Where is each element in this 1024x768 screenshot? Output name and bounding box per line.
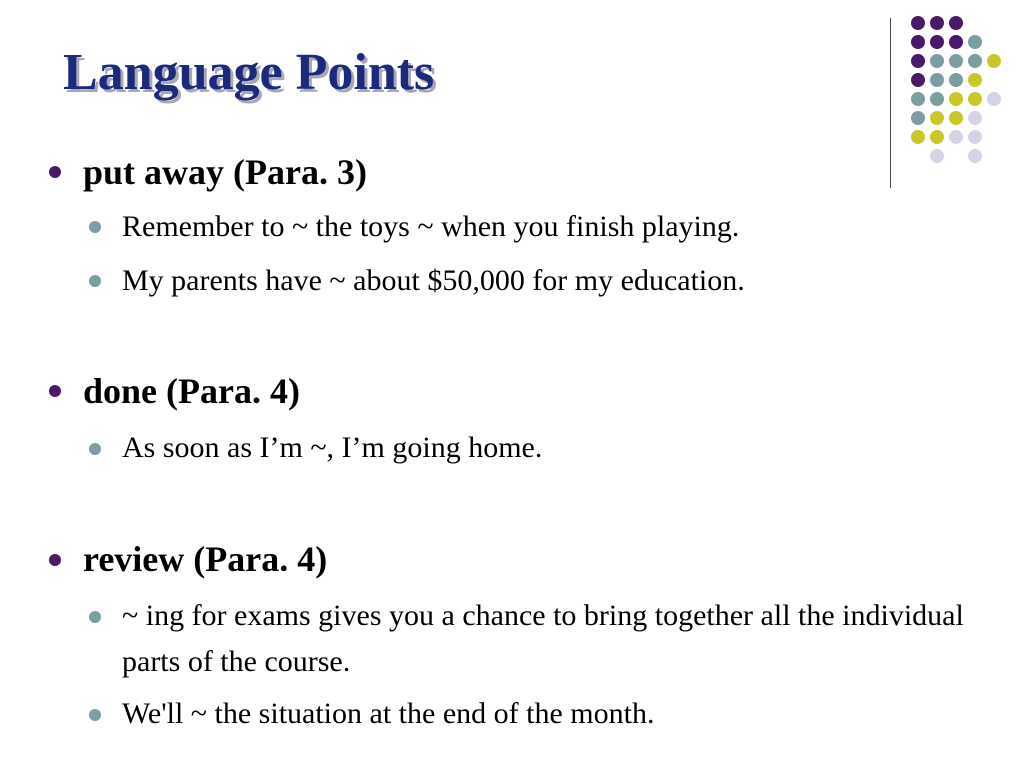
example-sentence: We'll ~ the situation at the end of the month. [122,697,655,730]
slide-title: Language Points [63,44,435,101]
example-sentence: My parents have ~ about $50,000 for my education. [122,264,745,297]
example-sentence: Remember to ~ the toys ~ when you finish playing. [122,210,740,243]
sub-bullet-dot-icon [89,275,101,287]
bullet-dot-icon [49,166,61,178]
point-term-review: review (Para. 4) [83,539,328,579]
sub-bullet-dot-icon [89,443,101,455]
example-sentence: As soon as I’m ~, I’m going home. [122,431,543,464]
sub-bullet-dot-icon [89,221,101,233]
sub-bullet-dot-icon [89,709,101,721]
point-term-put-away: put away (Para. 3) [83,152,367,192]
point-term-done: done (Para. 4) [83,371,300,411]
bullet-dot-icon [49,554,61,566]
bullet-dot-icon [49,385,61,397]
example-sentence: ~ ing for exams gives you a chance to bring together all the individual parts of the course. [122,599,964,678]
sub-bullet-dot-icon [89,611,101,623]
